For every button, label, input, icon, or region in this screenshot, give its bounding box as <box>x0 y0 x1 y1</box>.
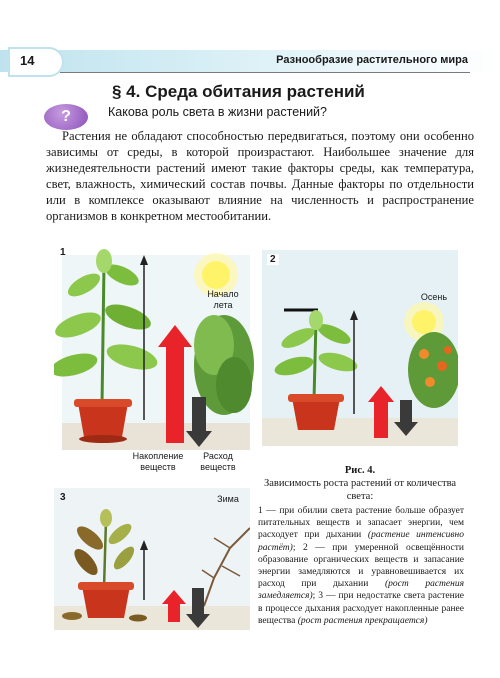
season-label-line1: Начало <box>207 289 239 299</box>
panel-1-illustration <box>54 245 254 477</box>
figure-panel-1 <box>54 245 254 477</box>
caption-italic-3: (рост растения прекращается) <box>297 615 428 626</box>
figure-panel-2 <box>262 250 458 446</box>
panel-2-season-label: Осень <box>420 292 448 302</box>
panel-3-season-label: Зима <box>217 494 239 504</box>
body-paragraph: Растения не обладают способностью передвигаться, поэтому они особенно зависимы от среды, в которой произрастают. Наибольшее значение для жизнедеятельности растений имеют такие факторы среды, как температура, свет, влажность, химический состав почвы. Данные факторы по отдельности или в комплексе оказывают влияние на численность и распространение организмов в конкретном местообитании. <box>46 129 474 223</box>
accumulation-line2: веществ <box>140 462 176 472</box>
page-number: 14 <box>20 53 35 68</box>
figure-panel-3 <box>54 488 250 630</box>
question-text: Какова роль света в жизни растений? <box>108 105 327 119</box>
page-number-tab <box>10 49 62 75</box>
panel-3-number: 3 <box>60 492 66 503</box>
accumulation-line1: Накопление <box>132 451 184 461</box>
caption-part-2: ; 2 — при умеренной освещённости образование органических веществ и запасание энергии замедляются и уравновешивается их расход при дыхании <box>258 542 464 590</box>
caption-italic-2: (рост растения замедляется) <box>258 579 464 602</box>
panel-2-number: 2 <box>267 254 279 265</box>
panel-3-illustration <box>54 488 250 630</box>
accumulation-label <box>126 451 190 473</box>
running-title: Разнообразие растительного мира <box>276 54 468 66</box>
figure-title <box>262 464 458 503</box>
caption-part-3: ; 3 — при недостатке света растение в процессе дыхания расходует накопленные ранее вещества <box>258 591 464 626</box>
figure-caption <box>258 505 464 627</box>
question-icon: ? <box>44 104 88 130</box>
caption-part-1: 1 — при обилии света растение больше образует питательных веществ и запасает энергии, чем расходует при дыхании <box>258 506 464 541</box>
section-title: § 4. Среда обитания растений <box>112 82 365 101</box>
consumption-label <box>194 451 242 473</box>
panel-2-illustration <box>262 250 458 446</box>
panel-1-number: 1 <box>60 247 66 258</box>
caption-italic-1: (растение интенсивно растёт) <box>258 530 464 553</box>
header-rule <box>60 72 470 73</box>
consumption-line2: веществ <box>200 462 236 472</box>
season-label-line2: лета <box>213 300 233 310</box>
figure-number: Рис. 4. <box>344 465 376 476</box>
figure-title-text: Зависимость роста растений от количества света: <box>263 478 457 502</box>
consumption-line1: Расход <box>203 451 233 461</box>
panel-1-season-label <box>200 289 246 311</box>
